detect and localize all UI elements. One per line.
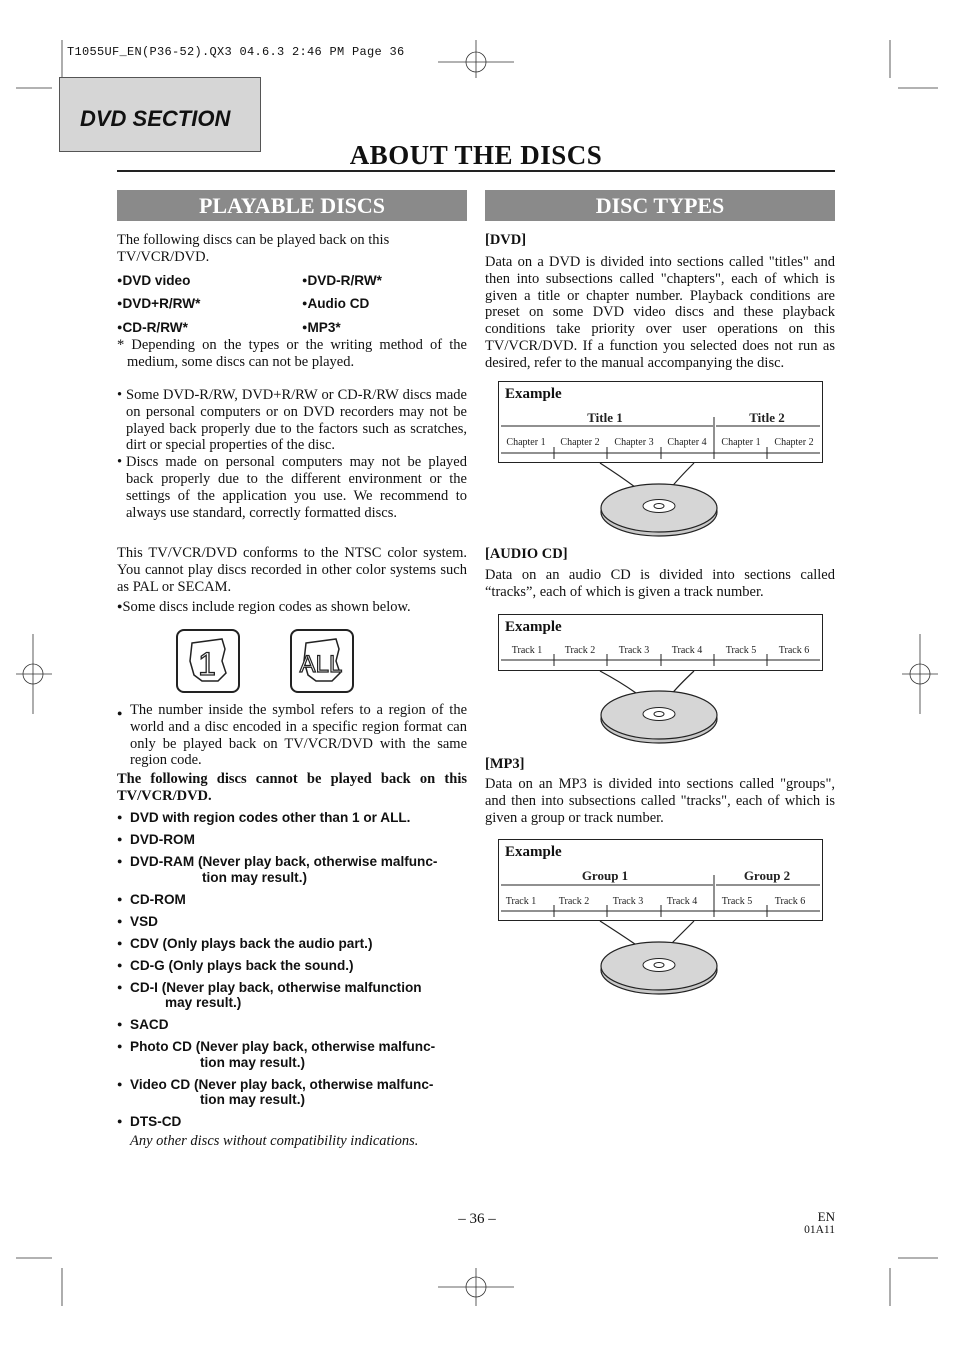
mp3-group-label: Group 2 <box>743 868 791 883</box>
cannot-item: ● CD-G (Only plays back the sound.) <box>117 958 467 974</box>
disc-item: ●DVD+R/RW* <box>117 296 201 311</box>
region-1-label: 1 <box>198 646 216 682</box>
mp3-item-label: Track 6 <box>774 896 806 907</box>
lang-code: EN <box>817 1209 835 1224</box>
dvd-item-label: Chapter 1 <box>721 437 761 448</box>
cannot-item: ● Photo CD (Never play back, otherwise malfunc- tion may result.) <box>117 1039 467 1070</box>
note-item: • Some DVD-R/RW, DVD+R/RW or CD-R/RW discs made on personal computers or on DVD recorders may not be played back properly due to the factors such as scratches, dirt or special properties of the disc. <box>117 387 467 454</box>
cannot-heading: The following discs cannot be played back on this TV/VCR/DVD. <box>117 771 467 804</box>
cannot-item: ● CD-ROM <box>117 892 467 908</box>
playable-heading: PLAYABLE DISCS <box>117 190 467 221</box>
dvd-item-label: Chapter 2 <box>560 437 600 448</box>
example-label: Example <box>505 844 562 860</box>
dvd-group-label: Title 2 <box>749 410 785 425</box>
mp3-item-label: Track 5 <box>721 896 753 907</box>
file-header: T1055UF_EN(P36-52).QX3 04.6.3 2:46 PM Page 36 <box>67 45 405 59</box>
dvd-text: Data on a DVD is divided into sections called "titles" and then into subsections called "chapters", each of which is given a title or chapter number. Playback conditions are preset on some DVD video discs and these playback conditions take priority over user operations on this TV/VCR/DVD. If a function you selected does not run as desired, refer to the manual accompanying the disc. <box>485 254 835 371</box>
page-number: – 36 – <box>458 1211 496 1227</box>
disc-types-heading: DISC TYPES <box>485 190 835 221</box>
dvd-item-label: Chapter 2 <box>774 437 814 448</box>
cannot-item: ● Video CD (Never play back, otherwise malfunc- tion may result.) <box>117 1077 467 1108</box>
mp3-item-label: Track 3 <box>612 896 644 907</box>
audio-item-label: Track 1 <box>511 645 543 656</box>
region-all-label: ALL <box>299 651 343 678</box>
dvd-example-diagram <box>498 381 823 541</box>
cannot-item: ● DTS-CD <box>117 1114 467 1130</box>
disc-item: ●DVD video <box>117 273 191 288</box>
mp3-text: Data on an MP3 is divided into sections called "groups", and then into subsections called "tracks", each of which is given a group or track number. <box>485 776 835 826</box>
dvd-item-label: Chapter 4 <box>667 437 707 448</box>
cannot-item: ● DVD-RAM (Never play back, otherwise malfunc- tion may result.) <box>117 854 467 885</box>
disc-item: ●MP3* <box>302 320 341 335</box>
ntsc-text: This TV/VCR/DVD conforms to the NTSC color system. You cannot play discs recorded in other color systems such as PAL or SECAM. <box>117 545 467 595</box>
audio-label: [AUDIO CD] <box>485 546 568 562</box>
audio-item-label: Track 6 <box>778 645 810 656</box>
audio-example-diagram <box>498 614 823 744</box>
mp3-group-label: Group 1 <box>581 868 629 883</box>
note-item: • Discs made on personal computers may not be played back properly due to the different environment or the settings of the application you use. We recommend to always use standard, correctly formatted discs. <box>117 454 467 521</box>
audio-item-label: Track 2 <box>564 645 596 656</box>
example-label: Example <box>505 619 562 635</box>
mp3-item-label: Track 2 <box>558 896 590 907</box>
cannot-item: ● VSD <box>117 914 467 930</box>
audio-item-label: Track 4 <box>671 645 703 656</box>
playable-intro: The following discs can be played back on this TV/VCR/DVD. <box>117 232 390 265</box>
dvd-group-label: Title 1 <box>587 410 623 425</box>
section-label: DVD SECTION <box>80 106 231 131</box>
cannot-item: ● DVD-ROM <box>117 832 467 848</box>
page-title: ABOUT THE DISCS <box>349 140 603 170</box>
mp3-label: [MP3] <box>485 756 525 772</box>
note-list <box>117 387 467 521</box>
disc-item: ●DVD-R/RW* <box>302 273 382 288</box>
cannot-item: ● DVD with region codes other than 1 or ALL. <box>117 810 467 826</box>
audio-text: Data on an audio CD is divided into sections called “tracks”, each of which is given a track number. <box>485 567 835 600</box>
mp3-item-label: Track 4 <box>666 896 698 907</box>
audio-item-label: Track 5 <box>725 645 757 656</box>
example-label: Example <box>505 386 562 402</box>
mp3-example-diagram <box>498 839 823 999</box>
disc-item: ●CD-R/RW* <box>117 320 188 335</box>
title-rule <box>117 170 835 172</box>
region-all-icon <box>290 629 354 693</box>
doc-code: 01A11 <box>804 1224 835 1236</box>
region-note: ●Some discs include region codes as shown below. <box>117 599 411 615</box>
other-discs-note: Any other discs without compatibility indications. <box>130 1133 419 1149</box>
cannot-item: ● CDV (Only plays back the audio part.) <box>117 936 467 952</box>
cannot-list <box>117 810 467 1136</box>
cannot-item: ● CD-I (Never play back, otherwise malfunction may result.) <box>117 980 467 1011</box>
dvd-label: [DVD] <box>485 232 527 248</box>
audio-item-label: Track 3 <box>618 645 650 656</box>
disc-item: ●Audio CD <box>302 296 370 311</box>
footnote: * Depending on the types or the writing method of the medium, some discs can not be played. <box>117 337 467 370</box>
dvd-item-label: Chapter 3 <box>614 437 654 448</box>
dvd-item-label: Chapter 1 <box>506 437 546 448</box>
mp3-item-label: Track 1 <box>505 896 537 907</box>
cannot-item: ● SACD <box>117 1017 467 1033</box>
region-1-icon <box>176 629 240 693</box>
region-explain: ● The number inside the symbol refers to a region of the world and a disc encoded in a specific region format can only be played back on TV/VCR/DVD with the same region code. <box>117 702 467 769</box>
